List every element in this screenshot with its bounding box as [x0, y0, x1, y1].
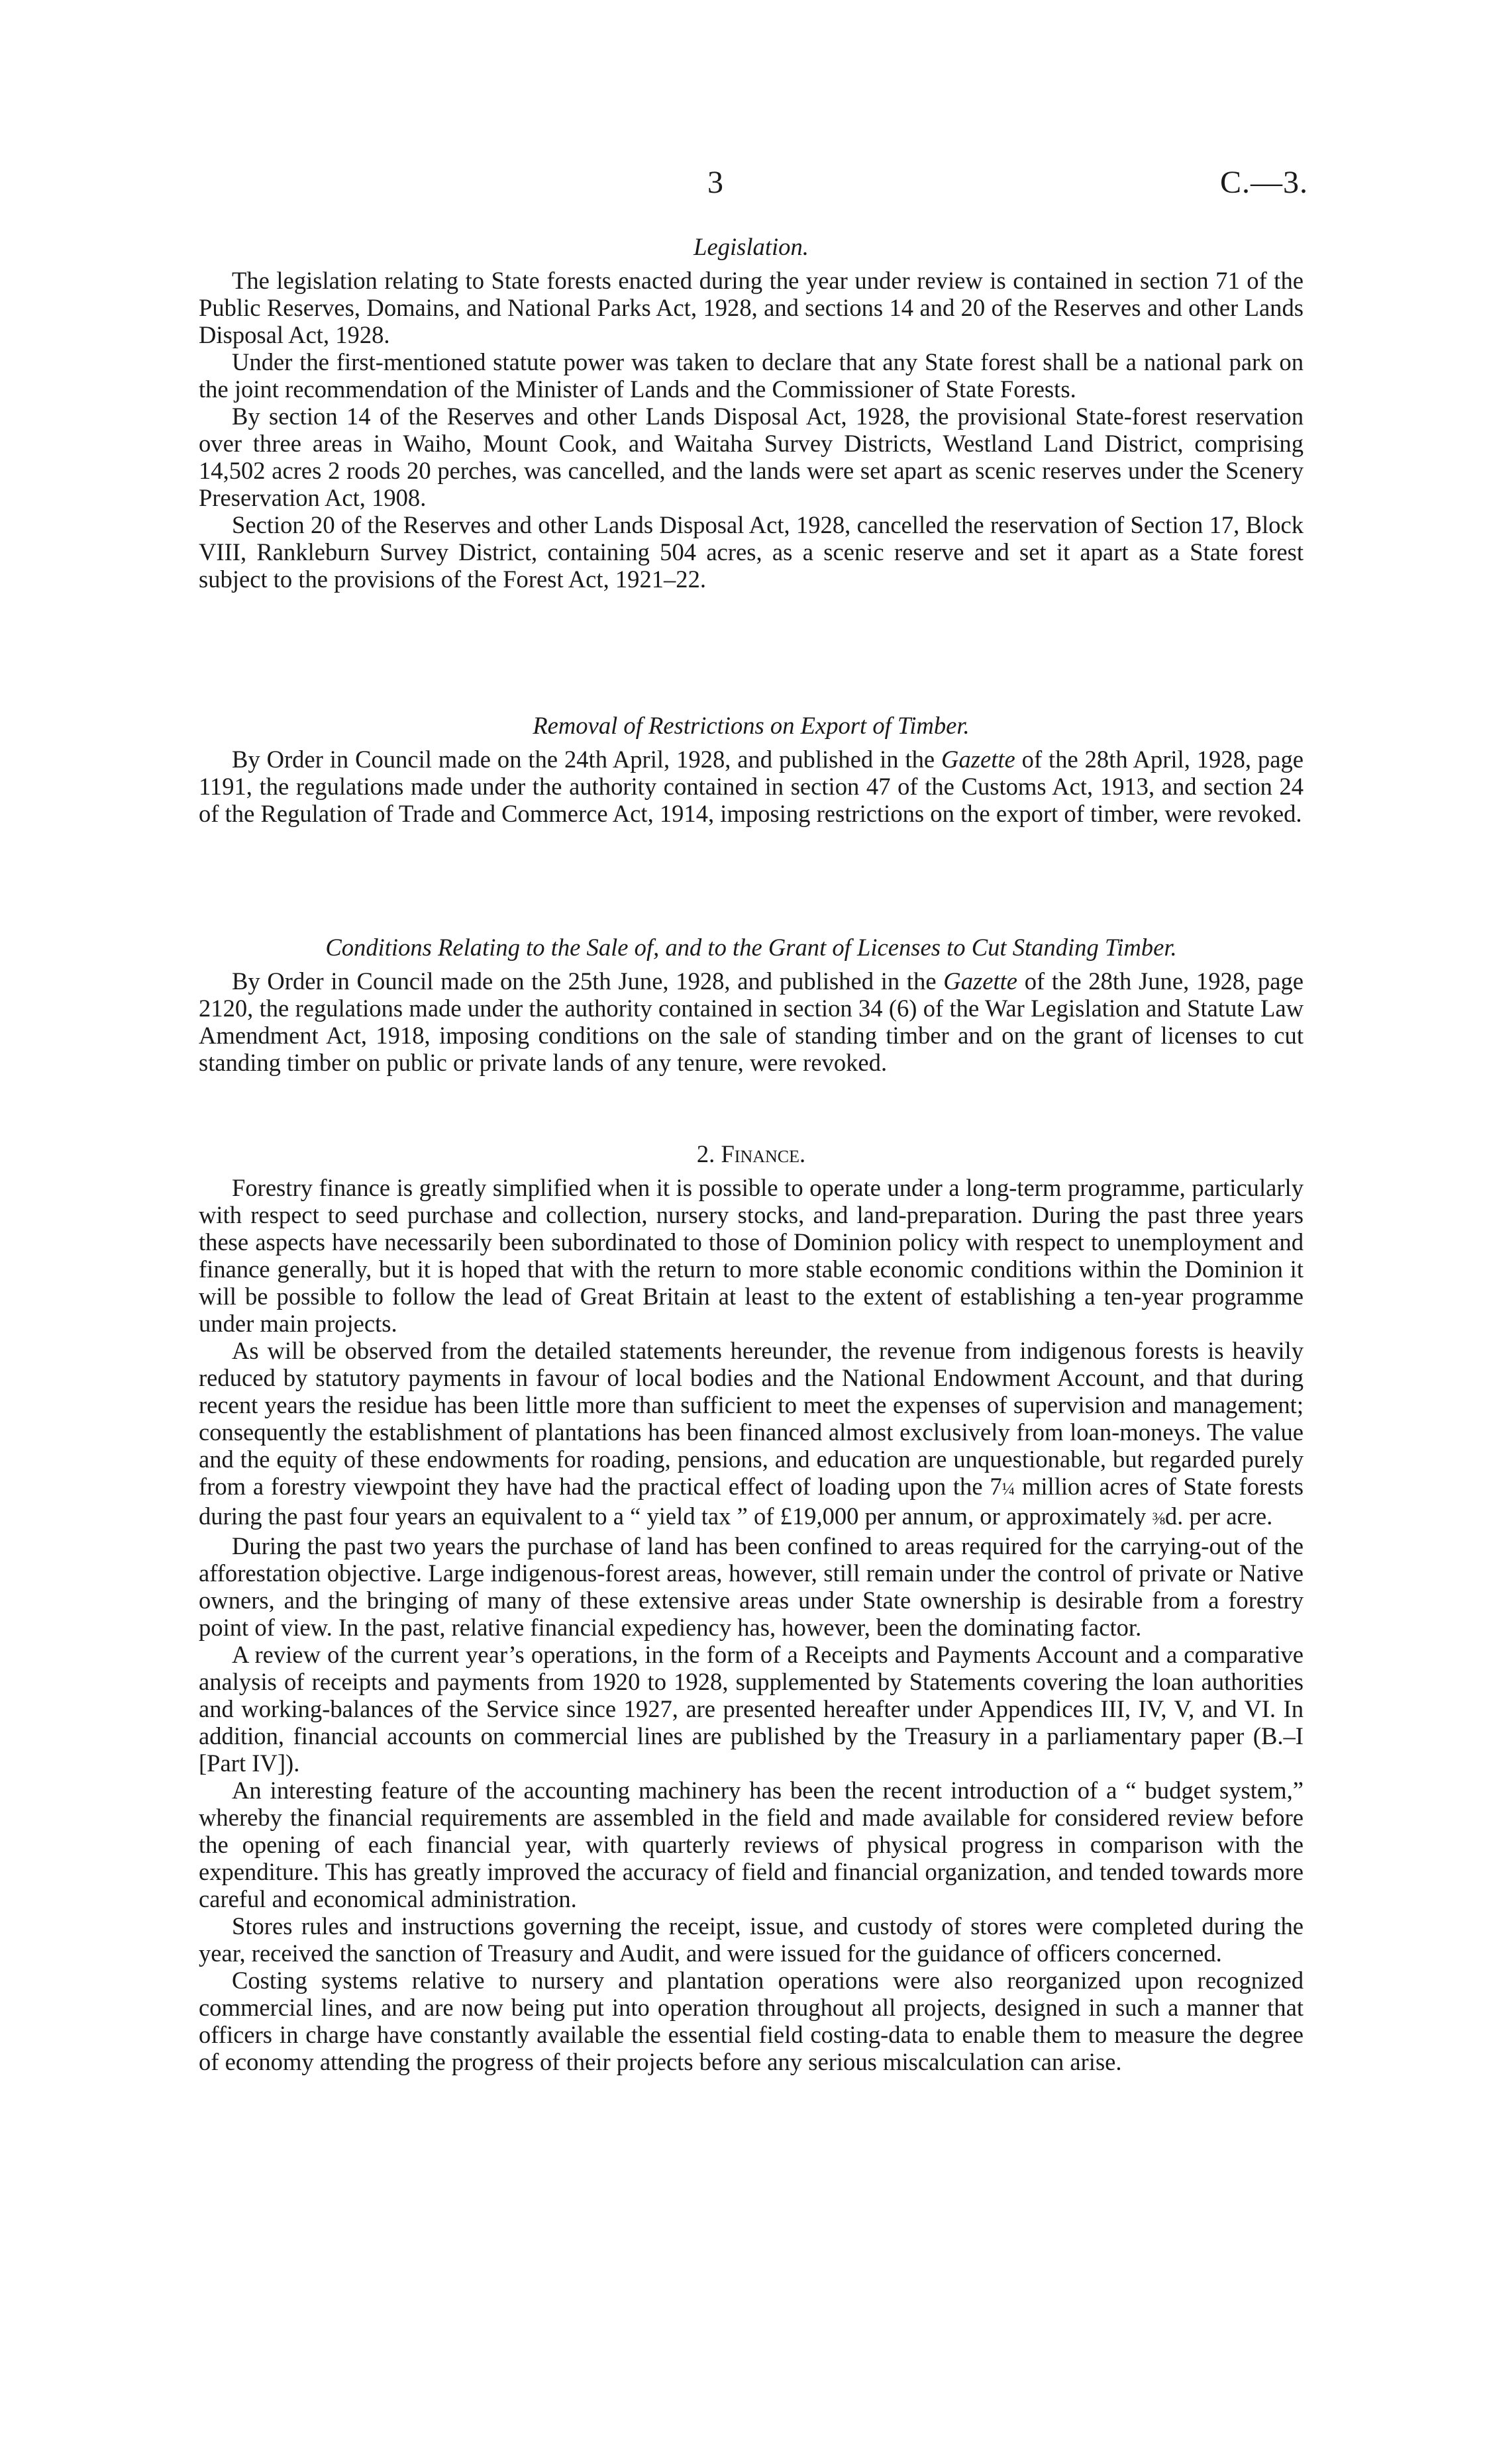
legislation-paragraph: The legislation relating to State forests enacted during the year under review is contained in section 71 of the Public Reserves, Domains, and National Parks Act, 1928, and sections 14 and 20 of the Reserves and other Lands Disposal Act, 1928.	[199, 267, 1304, 348]
removal-text-b: of the 28th April, 1928, page 1191, the regulations made under the authority contained in section 47 of the Customs Act, 1913, and section 24 of the Regulation of Trade and Commerce Act, 1914, imposing restrictions on the export of timber, were revoked.	[199, 746, 1304, 827]
removal-paragraph	[199, 746, 1304, 827]
legislation-heading: Legislation.	[693, 233, 809, 260]
removal-section	[199, 712, 1304, 827]
finance-paragraph: Stores rules and instructions governing the receipt, issue, and custody of stores were completed during the year, received the sanction of Treasury and Audit, and were issued for the guidance of officers concerned.	[199, 1912, 1304, 1967]
finance-paragraph: During the past two years the purchase of land has been confined to areas required for the carrying-out of the afforestation objective. Large indigenous-forest areas, however, still remain under the control of private or Native owners, and the bringing of many of these extensive areas under State ownership is desirable from a forestry point of view. In the past, relative financial expediency has, however, been the dominating factor.	[199, 1532, 1304, 1641]
finance-heading-word: Finance.	[721, 1140, 806, 1167]
removal-text-a: By Order in Council made on the 24th April, 1928, and published in the	[232, 746, 935, 773]
fraction-three-eighths: ⅜	[1152, 1509, 1165, 1528]
conditions-section	[199, 934, 1304, 1076]
conditions-text-a: By Order in Council made on the 25th June, 1928, and published in the	[232, 967, 937, 995]
finance-p2-b: million acres of State forests during the past four years an equivalent to a “ yield tax ” of £19,000 per annum, or approximately	[199, 1473, 1304, 1530]
conditions-paragraph	[199, 967, 1304, 1076]
finance-paragraph: A review of the current year’s operations, in the form of a Receipts and Payments Account and a comparative analysis of receipts and payments from 1920 to 1928, supplemented by Statements covering the loan authorities and working-balances of the Service since 1927, are presented hereafter under Appendices III, IV, V, and VI. In addition, financial accounts on commercial lines are published by the Treasury in a parliamentary paper (B.–I [Part IV]).	[199, 1641, 1304, 1777]
gazette-italic: Gazette	[943, 967, 1018, 995]
finance-heading-number: 2.	[696, 1140, 715, 1167]
finance-p2-c: d. per acre.	[1164, 1503, 1273, 1530]
legislation-paragraph: Section 20 of the Reserves and other Lands Disposal Act, 1928, cancelled the reservation of Section 17, Block VIII, Rankleburn Survey District, containing 504 acres, as a scenic reserve and set it apart as a State forest subject to the provisions of the Forest Act, 1921–22.	[199, 511, 1304, 593]
document-reference: C.—3.	[1219, 165, 1308, 200]
removal-heading: Removal of Restrictions on Export of Timber.	[533, 712, 970, 739]
finance-heading	[199, 1140, 1304, 1167]
finance-paragraph	[199, 1337, 1304, 1532]
finance-paragraph: An interesting feature of the accounting machinery has been the recent introduction of a “ budget system,” whereby the financial requirements are assembled in the field and made available for considered review before the opening of each financial year, with quarterly reviews of physical progress in comparison with the expenditure. This has greatly improved the accuracy of field and financial organization, and tended towards more careful and economical administration.	[199, 1777, 1304, 1912]
finance-p2-a: As will be observed from the detailed statements hereunder, the revenue from indigenous forests is heavily reduced by statutory payments in favour of local bodies and the National Endowment Account, and that during recent years the residue has been little more than sufficient to meet the expenses of supervision and management; consequently the establishment of plantations has been financed almost exclusively from loan-moneys. The value and the equity of these endowments for roading, pensions, and education are unquestionable, but regarded purely from a forestry viewpoint they have had the practical effect of loading upon the 7	[199, 1337, 1304, 1500]
conditions-heading: Conditions Relating to the Sale of, and to the Grant of Licenses to Cut Standing Timber.	[325, 934, 1177, 961]
finance-paragraph: Forestry finance is greatly simplified when it is possible to operate under a long-term programme, particularly with respect to seed purchase and collection, nursery stocks, and land-preparation. During the past three years these aspects have necessarily been subordinated to those of Dominion policy with respect to unemployment and finance generally, but it is hoped that with the return to more stable economic conditions within the Dominion it will be possible to follow the lead of Great Britain at least to the extent of establishing a ten-year programme under main projects.	[199, 1174, 1304, 1337]
finance-section	[199, 1140, 1304, 2075]
finance-paragraph: Costing systems relative to nursery and plantation operations were also reorganized upon recognized commercial lines, and are now being put into operation throughout all projects, designed in such a manner that officers in charge have constantly available the essential field costing-data to enable them to measure the degree of economy attending the progress of their projects before any serious miscalculation can arise.	[199, 1967, 1304, 2075]
legislation-section	[199, 233, 1304, 593]
gazette-italic: Gazette	[941, 746, 1015, 773]
fraction-quarter: ¼	[1001, 1479, 1015, 1499]
legislation-paragraph: Under the first-mentioned statute power was taken to declare that any State forest shall be a national park on the joint recommendation of the Minister of Lands and the Commissioner of State Forests.	[199, 348, 1304, 403]
legislation-paragraph: By section 14 of the Reserves and other Lands Disposal Act, 1928, the provisional State-forest reservation over three areas in Waiho, Mount Cook, and Waitaha Survey Districts, Westland Land District, comprising 14,502 acres 2 roods 20 perches, was cancelled, and the lands were set apart as scenic reserves under the Scenery Preservation Act, 1908.	[199, 403, 1304, 511]
conditions-text-b: of the 28th June, 1928, page 2120, the regulations made under the authority contained in section 34 (6) of the War Legislation and Statute Law Amendment Act, 1918, imposing conditions on the sale of standing timber and on the grant of licenses to cut standing timber on public or private lands of any tenure, were revoked.	[199, 967, 1304, 1076]
page-number: 3	[707, 165, 723, 200]
